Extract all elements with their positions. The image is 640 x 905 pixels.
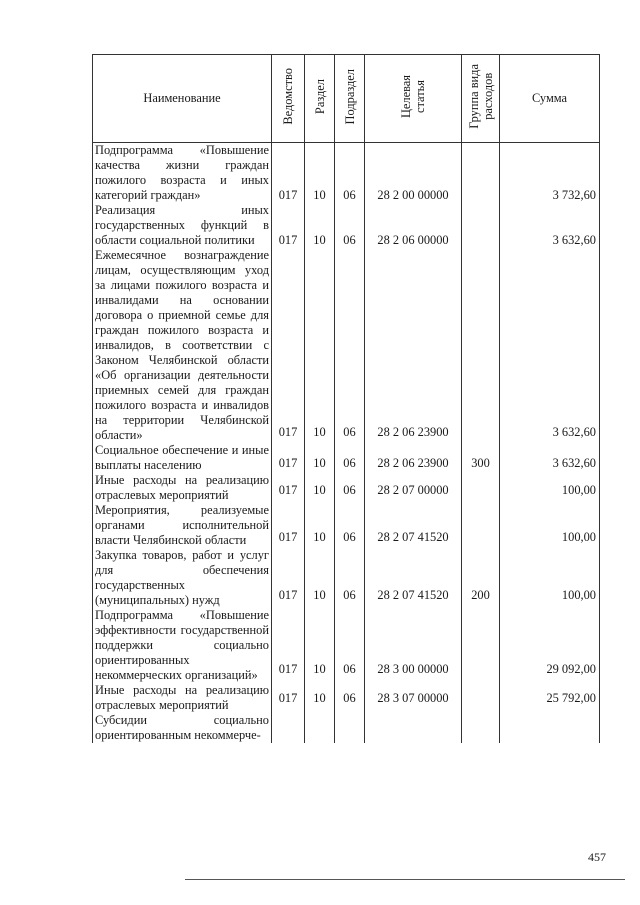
cell-subsection (335, 713, 365, 743)
table-row (93, 203, 600, 248)
cell-amount: 3 632,60 (500, 203, 600, 248)
cell-amount: 100,00 (500, 548, 600, 608)
cell-department: 017 (272, 443, 305, 473)
table-row (93, 713, 600, 743)
cell-amount: 3 632,60 (500, 443, 600, 473)
cell-department: 017 (272, 683, 305, 713)
header-section: Раздел (305, 55, 335, 143)
table-body (93, 143, 600, 744)
cell-subsection: 06 (335, 143, 365, 204)
cell-subsection: 06 (335, 203, 365, 248)
cell-subsection: 06 (335, 683, 365, 713)
cell-department: 017 (272, 503, 305, 548)
cell-amount: 3 632,60 (500, 248, 600, 443)
header-expense-group (462, 55, 500, 143)
table-row (93, 608, 600, 683)
cell-subsection: 06 (335, 503, 365, 548)
cell-amount: 3 732,60 (500, 143, 600, 204)
cell-expense-group (462, 203, 500, 248)
table-row (93, 683, 600, 713)
cell-section: 10 (305, 608, 335, 683)
cell-target-article: 28 2 06 23900 (365, 248, 462, 443)
table-row (93, 248, 600, 443)
page-number: 457 (588, 850, 606, 864)
cell-expense-group (462, 683, 500, 713)
cell-expense-group: 300 (462, 443, 500, 473)
cell-subsection: 06 (335, 608, 365, 683)
cell-expense-group (462, 473, 500, 503)
budget-table (92, 54, 600, 743)
cell-section: 10 (305, 143, 335, 204)
cell-name: Реализация иных государственных функций в области социальной политики (93, 203, 272, 248)
cell-subsection: 06 (335, 248, 365, 443)
cell-department: 017 (272, 203, 305, 248)
header-target-line2: статья (413, 80, 427, 114)
cell-section: 10 (305, 683, 335, 713)
cell-section: 10 (305, 548, 335, 608)
footer-rule (185, 879, 625, 880)
table-row (93, 548, 600, 608)
cell-name: Иные расходы на реализацию отраслевых мероприятий (93, 683, 272, 713)
table-row (93, 473, 600, 503)
header-department: Ведомство (272, 55, 305, 143)
cell-section: 10 (305, 473, 335, 503)
cell-target-article: 28 3 07 00000 (365, 683, 462, 713)
header-amount: Сумма (500, 55, 600, 143)
cell-subsection: 06 (335, 443, 365, 473)
cell-name: Иные расходы на реализацию отраслевых мероприятий (93, 473, 272, 503)
cell-name: Мероприятия, реализуемые органами исполнительной власти Челябинской области (93, 503, 272, 548)
cell-expense-group (462, 608, 500, 683)
cell-target-article: 28 2 00 00000 (365, 143, 462, 204)
cell-target-article: 28 2 06 23900 (365, 443, 462, 473)
header-target-line1: Целевая (399, 74, 413, 119)
header-group-line2: расходов (480, 73, 495, 120)
header-target-article (365, 55, 462, 143)
table-row (93, 503, 600, 548)
cell-name: Субсидии социально ориентированным некоммерче- (93, 713, 272, 743)
cell-amount: 25 792,00 (500, 683, 600, 713)
cell-expense-group (462, 248, 500, 443)
cell-section: 10 (305, 248, 335, 443)
table-row (93, 143, 600, 204)
cell-department: 017 (272, 143, 305, 204)
cell-name: Закупка товаров, работ и услуг для обеспечения государственных (муниципальных) нужд (93, 548, 272, 608)
cell-name: Ежемесячное вознаграждение лицам, осуществляющим уход за лицами пожилого возраста и инвалидами на основании договора о приемной семье для граждан пожилого возраста и инвалидов, в соответствии с Законом Челябинской области «Об организации деятельности приемных семей для граждан пожилого возраста и инвалидов на территории Челябинской области» (93, 248, 272, 443)
cell-expense-group (462, 143, 500, 204)
cell-section: 10 (305, 203, 335, 248)
cell-amount: 29 092,00 (500, 608, 600, 683)
cell-section (305, 713, 335, 743)
cell-amount (500, 713, 600, 743)
cell-department: 017 (272, 548, 305, 608)
cell-name: Подпрограмма «Повышение качества жизни граждан пожилого возраста и иных категорий граждан» (93, 143, 272, 204)
cell-department (272, 713, 305, 743)
cell-target-article (365, 713, 462, 743)
cell-target-article: 28 2 06 00000 (365, 203, 462, 248)
cell-target-article: 28 2 07 41520 (365, 548, 462, 608)
table-row (93, 443, 600, 473)
cell-target-article: 28 2 07 00000 (365, 473, 462, 503)
cell-name: Подпрограмма «Повышение эффективности государственной поддержки социально ориентированных некоммерческих организаций» (93, 608, 272, 683)
cell-expense-group: 200 (462, 548, 500, 608)
cell-expense-group (462, 713, 500, 743)
header-subsection: Подраздел (335, 55, 365, 143)
cell-name: Социальное обеспечение и иные выплаты населению (93, 443, 272, 473)
cell-section: 10 (305, 443, 335, 473)
cell-expense-group (462, 503, 500, 548)
cell-department: 017 (272, 473, 305, 503)
cell-subsection: 06 (335, 473, 365, 503)
cell-target-article: 28 2 07 41520 (365, 503, 462, 548)
header-group-line1: Группа вида (466, 64, 481, 129)
table-header-row (93, 55, 600, 143)
cell-subsection: 06 (335, 548, 365, 608)
cell-amount: 100,00 (500, 473, 600, 503)
cell-section: 10 (305, 503, 335, 548)
cell-department: 017 (272, 608, 305, 683)
cell-department: 017 (272, 248, 305, 443)
header-name: Наименование (93, 55, 272, 143)
cell-target-article: 28 3 00 00000 (365, 608, 462, 683)
cell-amount: 100,00 (500, 503, 600, 548)
